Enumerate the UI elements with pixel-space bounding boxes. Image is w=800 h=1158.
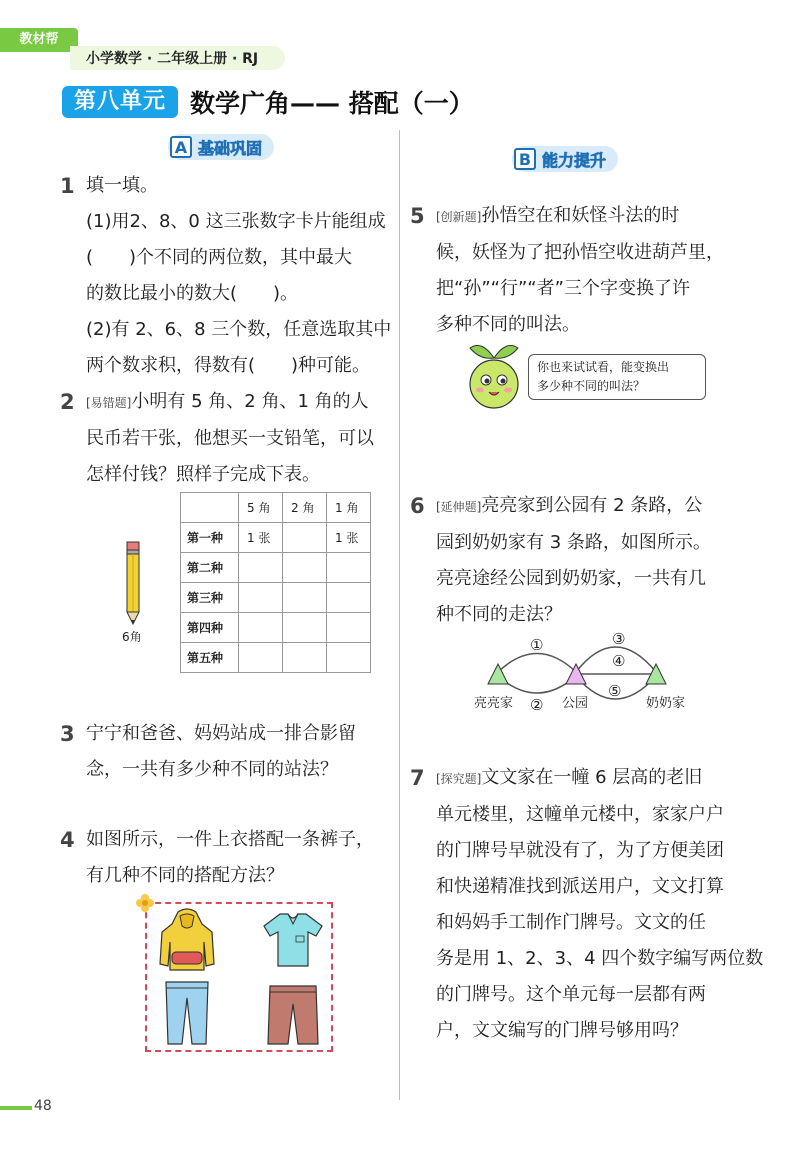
q4-line: 有几种不同的搭配方法？ [86, 865, 284, 886]
bubble-line: 多少种不同的叫法？ [537, 379, 646, 393]
table-header: 1 角 [327, 493, 371, 523]
q7-tag: [探究题] [436, 772, 482, 786]
section-b-pill [512, 146, 618, 172]
q7-line: 户，文文编写的门牌号够用吗？ [436, 1020, 688, 1041]
q3-body [86, 716, 356, 788]
table-cell: 第五种 [181, 643, 239, 673]
page-number: 48 [34, 1098, 52, 1114]
section-a-letter: A [170, 136, 192, 158]
hoodie-icon [158, 908, 216, 974]
q1-title: 填一填。 [86, 175, 158, 196]
section-a-pill [168, 134, 274, 160]
q2-line: 怎样付钱？照样子完成下表。 [86, 464, 320, 485]
table-cell: 1 张 [327, 523, 371, 553]
q7-line: 和妈妈手工制作门牌号。文文的任 [436, 912, 706, 933]
table-cell: 第一种 [181, 523, 239, 553]
q6-line: 亮亮途经公园到奶奶家，一共有几 [436, 568, 706, 589]
q6-number: 6 [410, 494, 425, 518]
table-cell: 第二种 [181, 553, 239, 583]
bubble-line: 你也来试试看，能变换出 [537, 360, 670, 374]
table-cell[interactable] [327, 583, 371, 613]
blue-pants-icon [162, 980, 212, 1046]
q5-number: 5 [410, 204, 425, 228]
q4-number: 4 [60, 828, 75, 852]
q7-line: 文文家在一幢 6 层高的老旧 [481, 767, 703, 788]
q7-line: 和快递精准找到派送用户，文文打算 [436, 876, 724, 897]
pencil-price: 6角 [122, 630, 142, 644]
table-row [181, 583, 371, 613]
q6-line: 亮亮家到公园有 2 条路，公 [481, 495, 703, 516]
table-cell[interactable] [327, 553, 371, 583]
q2-number: 2 [60, 390, 75, 414]
brown-shorts-icon [266, 984, 320, 1046]
section-b-title: 能力提升 [542, 150, 607, 170]
table-cell: 第四种 [181, 613, 239, 643]
q6-body [436, 488, 711, 633]
q2-tag: [易错题] [86, 396, 132, 410]
table-header: 5 角 [239, 493, 283, 523]
table-cell[interactable] [239, 583, 283, 613]
park-label: 公园 [562, 696, 589, 711]
table-row [181, 553, 371, 583]
q2-line: 民币若干张，他想买一支铅笔，可以 [86, 428, 374, 449]
q7-line: 单元楼里，这幢单元楼中，家家户户 [436, 804, 724, 825]
q3-number: 3 [60, 722, 75, 746]
q5-line: 候，妖怪为了把孙悟空收进葫芦里， [436, 242, 724, 263]
grandma-label: 奶奶家 [646, 696, 686, 711]
q5-tag: [创新题] [436, 210, 482, 224]
route-label: ③ [612, 630, 626, 648]
q7-line: 的门牌号。这个单元每一层都有两 [436, 984, 706, 1005]
unit-title: 数学广角—— 搭配（一） [190, 89, 474, 118]
q3-line: 念，一共有多少种不同的站法？ [86, 759, 338, 780]
q5-body [436, 198, 724, 343]
q2-body [86, 384, 374, 493]
table-cell[interactable] [283, 583, 327, 613]
q1-number: 1 [60, 174, 75, 198]
tshirt-icon [262, 910, 324, 968]
book-title: 小学数学 · 二年级上册 · RJ [86, 51, 259, 67]
home-label: 亮亮家 [474, 696, 514, 711]
q5-line: 多种不同的叫法。 [436, 314, 580, 335]
q5-line: 把“孙”“行”“者”三个字变换了许 [436, 278, 690, 299]
q7-number: 7 [410, 766, 425, 790]
q5-line: 孙悟空在和妖怪斗法的时 [481, 205, 680, 226]
unit-badge: 第八单元 [62, 86, 178, 118]
footer-accent [0, 1106, 32, 1110]
q7-line: 的门牌号早就没有了，为了方便美团 [436, 840, 724, 861]
q1-line: (2)有 2、6、8 三个数，任意选取其中 [86, 319, 392, 340]
table-row [181, 493, 371, 523]
q1-line: ( )个不同的两位数，其中最大 [86, 247, 353, 268]
q4-line: 如图所示，一件上衣搭配一条裤子， [86, 829, 374, 850]
q3-line: 宁宁和爸爸、妈妈站成一排合影留 [86, 723, 356, 744]
table-header: 2 角 [283, 493, 327, 523]
route-label: ⑤ [608, 682, 622, 700]
q7-body [436, 760, 763, 1049]
table-row [181, 523, 371, 553]
payment-table [180, 492, 371, 673]
route-label: ① [530, 636, 544, 654]
table-cell [181, 493, 239, 523]
table-cell[interactable] [239, 643, 283, 673]
q6-line: 种不同的走法？ [436, 604, 562, 625]
q6-line: 园到奶奶家有 3 条路，如图所示。 [436, 532, 711, 553]
flower-icon [136, 894, 154, 912]
table-cell [283, 523, 327, 553]
table-cell[interactable] [239, 613, 283, 643]
q7-line: 务是用 1、2、3、4 四个数字编写两位数 [436, 948, 764, 969]
q1-body [86, 204, 391, 384]
sprout-mascot-icon [462, 338, 526, 410]
brand-tab: 教材帮 [0, 28, 78, 52]
table-row [181, 643, 371, 673]
table-cell[interactable] [327, 613, 371, 643]
q1-line: 两个数求积，得数有( )种可能。 [86, 355, 371, 376]
q2-line: 小明有 5 角、2 角、1 角的人 [131, 391, 369, 412]
q6-tag: [延伸题] [436, 500, 482, 514]
table-cell: 第三种 [181, 583, 239, 613]
table-cell[interactable] [283, 643, 327, 673]
column-divider [399, 130, 400, 1100]
route-label: ② [530, 696, 544, 714]
speech-bubble [528, 354, 706, 400]
table-cell[interactable] [283, 613, 327, 643]
table-row [181, 613, 371, 643]
table-cell[interactable] [283, 553, 327, 583]
table-cell[interactable] [327, 643, 371, 673]
q4-body [86, 822, 374, 894]
q1-line: 的数比最小的数大( )。 [86, 283, 299, 304]
route-label: ④ [612, 652, 626, 670]
q1-line: (1)用2、8、0 这三张数字卡片能组成 [86, 211, 386, 232]
section-b-letter: B [514, 148, 536, 170]
table-cell[interactable] [239, 553, 283, 583]
pencil-icon [120, 540, 146, 626]
table-cell: 1 张 [239, 523, 283, 553]
section-a-title: 基础巩固 [198, 138, 263, 158]
